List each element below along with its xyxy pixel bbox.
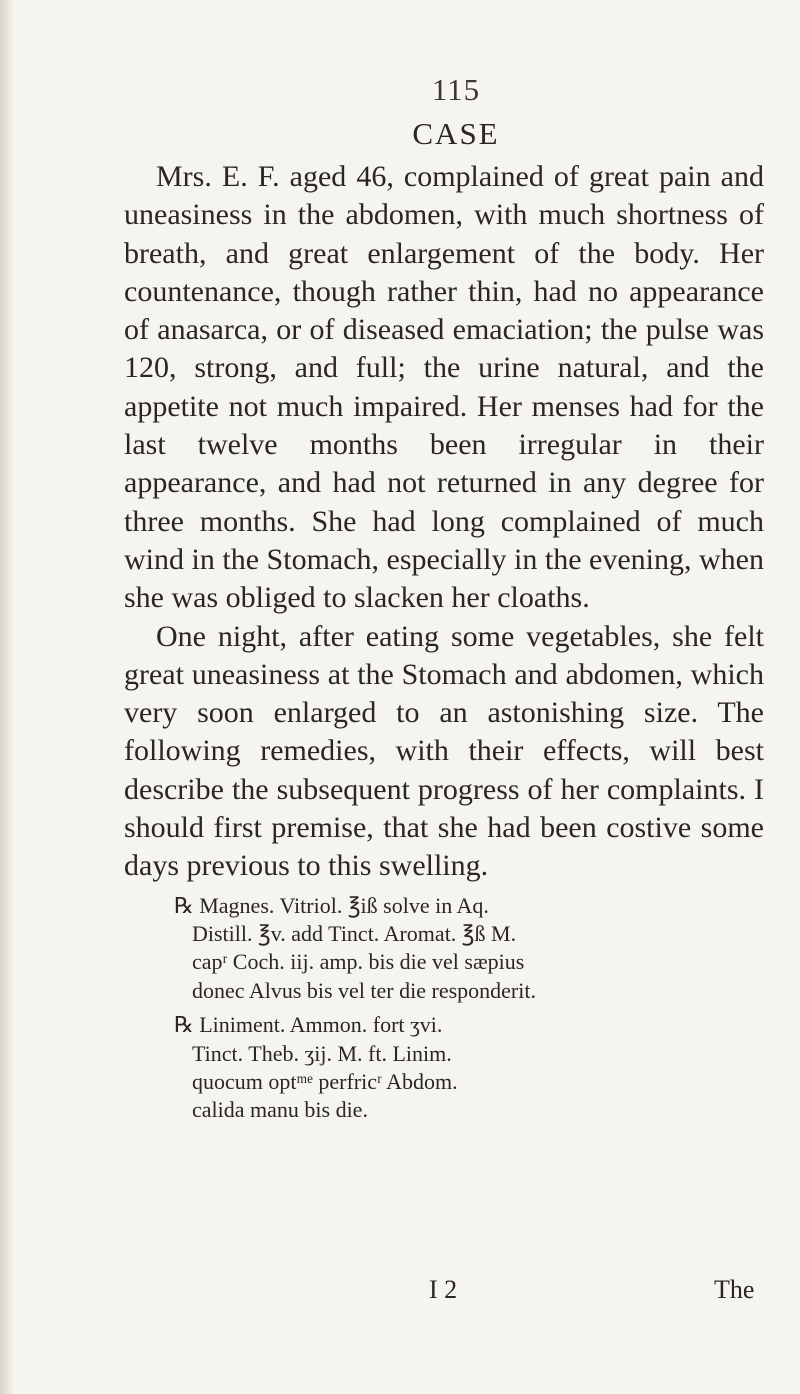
case-paragraph-2: One night, after eating some vegetables, she felt great uneasiness at the Stomach and abdomen, which very soon enlarged to an astonishing size. The following remedies, with their effects, will best describe the subsequent progress of her complaints. I should first premise, that she had been costive some days previous to this swelling. — [124, 619, 764, 883]
signature-mark: I 2 — [429, 1275, 458, 1304]
page-number: 115 — [431, 72, 481, 107]
prescription-line: calida manu bis die. — [192, 1097, 368, 1123]
prescription-line: Distill. ℥v. add Tinct. Aromat. ℥ß M. — [192, 921, 517, 947]
prescription-line: ℞ Magnes. Vitriol. ℥iß solve in Aq. — [174, 892, 489, 918]
book-gutter-shadow — [0, 0, 14, 1394]
prescription-line: Tinct. Theb. ʒij. M. ft. Linim. — [192, 1040, 452, 1066]
prescription-line: quocum optᵐᵉ perfricʳ Abdom. — [192, 1069, 458, 1095]
prescription-line: donec Alvus bis vel ter die responderit. — [192, 977, 536, 1003]
case-heading: CASE — [412, 116, 500, 151]
prescription-magnesia — [174, 892, 644, 1006]
catchword: The — [714, 1275, 755, 1304]
prescriptions — [174, 892, 644, 1125]
prescription-line: capʳ Coch. iij. amp. bis die vel sæpius — [192, 949, 525, 975]
prescription-liniment — [174, 1011, 644, 1125]
case-paragraph-1: Mrs. E. F. aged 46, complained of great pain and uneasiness in the abdomen, with much shortness of breath, and great enlargement of the body. Her countenance, though rather thin, had no appearance of anasarca, or of diseased emaciation; the pulse was 120, strong, and full; the urine natural, and the appetite not much impaired. Her menses had for the last twelve months been irregular in their appearance, and had not returned in any degree for three months. She had long complained of much wind in the Stomach, especially in the evening, when she was obliged to slacken her cloaths. — [124, 160, 764, 615]
prescription-line: ℞ Liniment. Ammon. fort ʒvi. — [174, 1012, 443, 1038]
case-body — [124, 158, 764, 886]
book-page — [124, 70, 764, 1131]
page-footer — [124, 1275, 764, 1309]
